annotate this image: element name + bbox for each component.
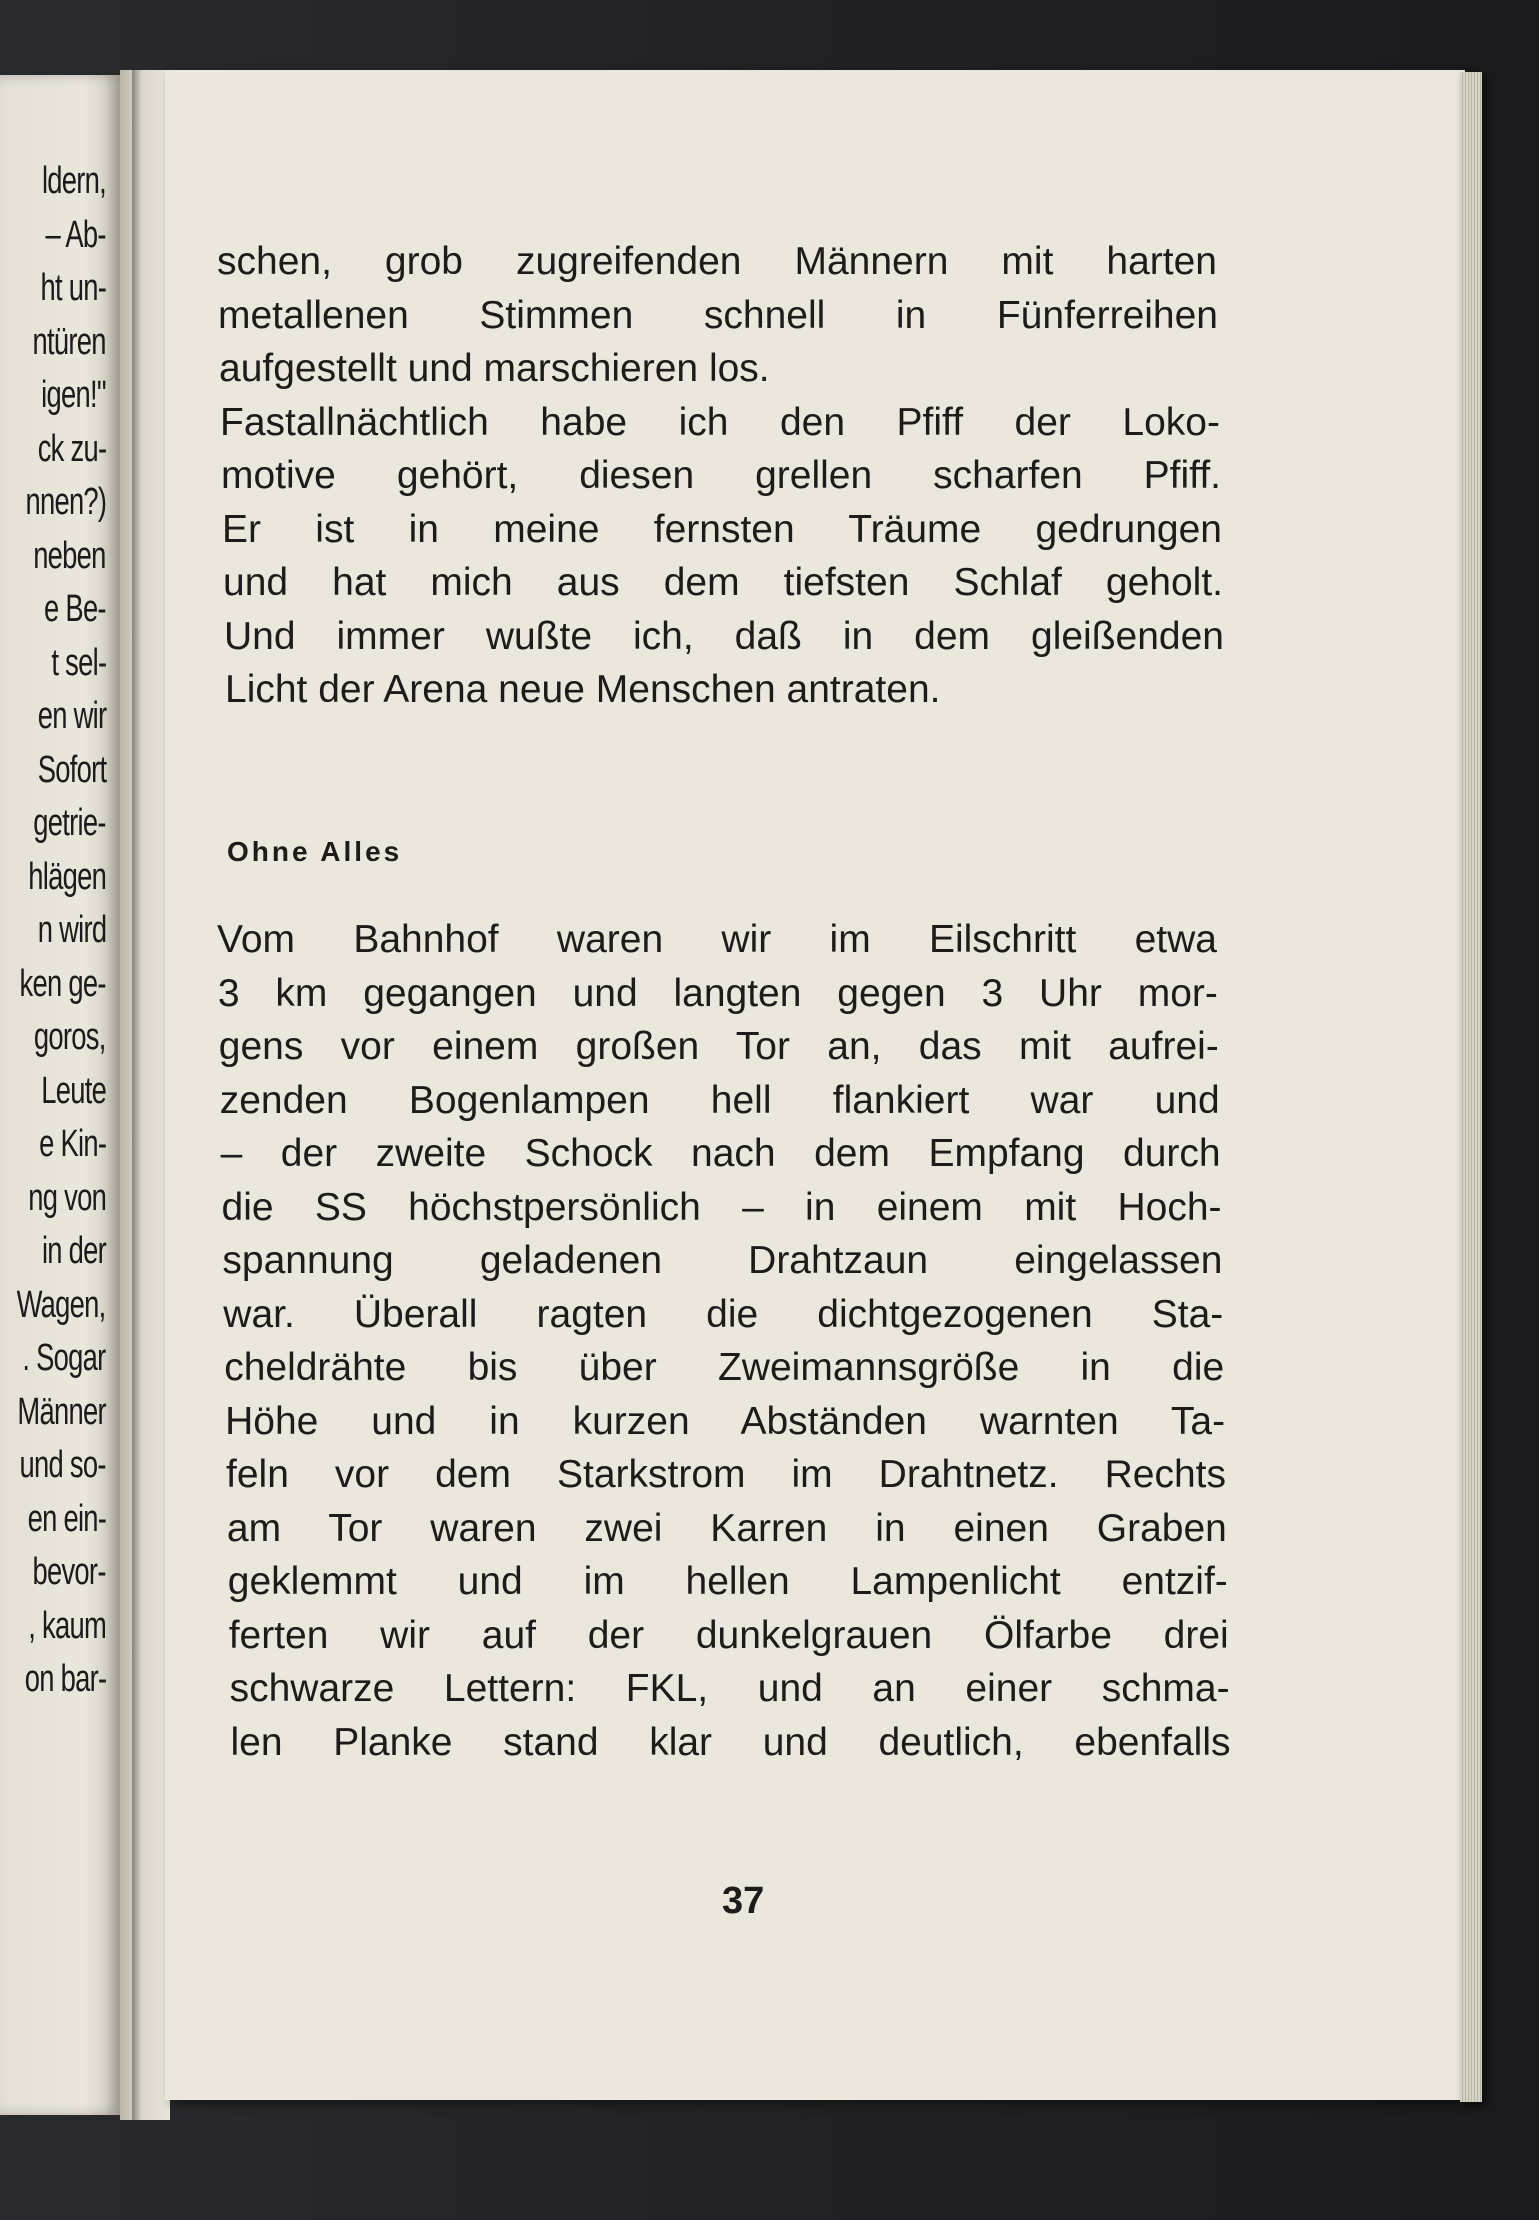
left-page-line-fragment: neben [33,534,106,577]
text-line: schwarze Lettern: FKL, und an einer schma- [229,1667,1230,1710]
text-line: motive gehört, diesen grellen scharfen Pfiff. [221,454,1221,497]
book-gutter [120,70,170,2120]
left-facing-page [0,75,120,2115]
text-line: len Planke stand klar und deutlich, ebenfalls [230,1720,1231,1764]
left-page-line-fragment: ck zu- [37,427,106,470]
left-page-line-fragment: – Ab- [45,213,106,256]
left-page-line-fragment: . Sogar [22,1337,106,1379]
text-line: zenden Bogenlampen hell flankiert war und [219,1078,1220,1122]
left-page-line-fragment: e Be- [44,588,106,630]
text-line: – der zweite Schock nach dem Empfang durch [220,1132,1221,1175]
left-page-line-fragment: ken ge- [19,962,106,1005]
text-line: am Tor waren zwei Karren in einen Graben [226,1506,1227,1550]
text-line: Er ist in meine fernsten Träume gedrungen [222,507,1222,551]
left-page-line-fragment: t sel- [51,641,106,684]
text-line: Licht der Arena neue Menschen antraten. [225,668,941,711]
left-page-line-fragment: , kaum [28,1604,106,1647]
left-page-line-fragment: Sofort [37,748,106,791]
left-page-line-fragment: ldern, [41,160,106,202]
left-page-line-fragment: ht un- [40,267,106,309]
left-page-line-fragment: bevor- [32,1551,106,1593]
left-page-line-fragment: Leute [41,1069,106,1112]
text-line: geklemmt und im hellen Lampenlicht entzif- [227,1560,1228,1603]
text-line: 3 km gegangen und langten gegen 3 Uhr mor- [217,971,1218,1015]
left-page-line-fragment: en ein- [27,1497,106,1540]
text-line: und hat mich aus dem tiefsten Schlaf geholt. [223,561,1223,604]
left-page-line-fragment: n wird [37,909,106,951]
left-page-line-fragment: goros, [34,1016,106,1058]
text-line: aufgestellt und marschieren los. [219,347,770,390]
text-line: war. Überall ragten die dichtgezogenen Sta- [223,1292,1224,1336]
page-number: 37 [722,1880,765,1922]
text-line: Höhe und in kurzen Abständen warnten Ta- [225,1399,1226,1443]
left-page-line-fragment: hlägen [28,855,106,898]
left-page-line-fragment: on bar- [24,1658,106,1700]
left-page-line-fragment: ng von [28,1176,106,1219]
left-page-line-fragment: igen!" [41,374,106,416]
text-line: cheldrähte bis über Zweimannsgröße in die [224,1346,1225,1389]
text-line: Fastallnächtlich habe ich den Pfiff der Loko- [220,400,1220,444]
text-line: schen, grob zugreifenden Männern mit harten [217,240,1217,283]
left-page-line-fragment: Wagen, [17,1283,106,1326]
left-page-line-fragment: und so- [19,1444,106,1486]
left-page-line-fragment: Männer [17,1390,106,1433]
text-line: Vom Bahnhof waren wir im Eilschritt etwa [217,918,1217,961]
text-line: metallenen Stimmen schnell in Fünferreihen [218,293,1218,337]
text-line: Und immer wußte ich, daß in dem gleißenden [224,614,1224,658]
text-line: feln vor dem Starkstrom im Drahtnetz. Rechts [226,1453,1226,1496]
left-page-line-fragment: en wir [37,695,106,737]
left-page-line-fragment: e Kin- [38,1123,106,1165]
text-line: ferten wir auf der dunkelgrauen Ölfarbe drei [228,1613,1229,1657]
section-heading: Ohne Alles [227,836,403,867]
text-line: gens vor einem großen Tor an, das mit aufrei- [218,1025,1219,1068]
text-line: die SS höchstpersönlich – in einem mit Hoch- [221,1185,1222,1229]
text-line: spannung geladenen Drahtzaun eingelassen [222,1239,1223,1282]
left-page-line-fragment: ntüren [32,320,106,363]
gutter-shadow [132,70,142,2120]
left-page-line-fragment: nnen?) [25,481,106,523]
page-edges [1460,72,1482,2102]
left-page-line-fragment: in der [41,1230,106,1272]
left-page-line-fragment: getrie- [33,802,106,844]
